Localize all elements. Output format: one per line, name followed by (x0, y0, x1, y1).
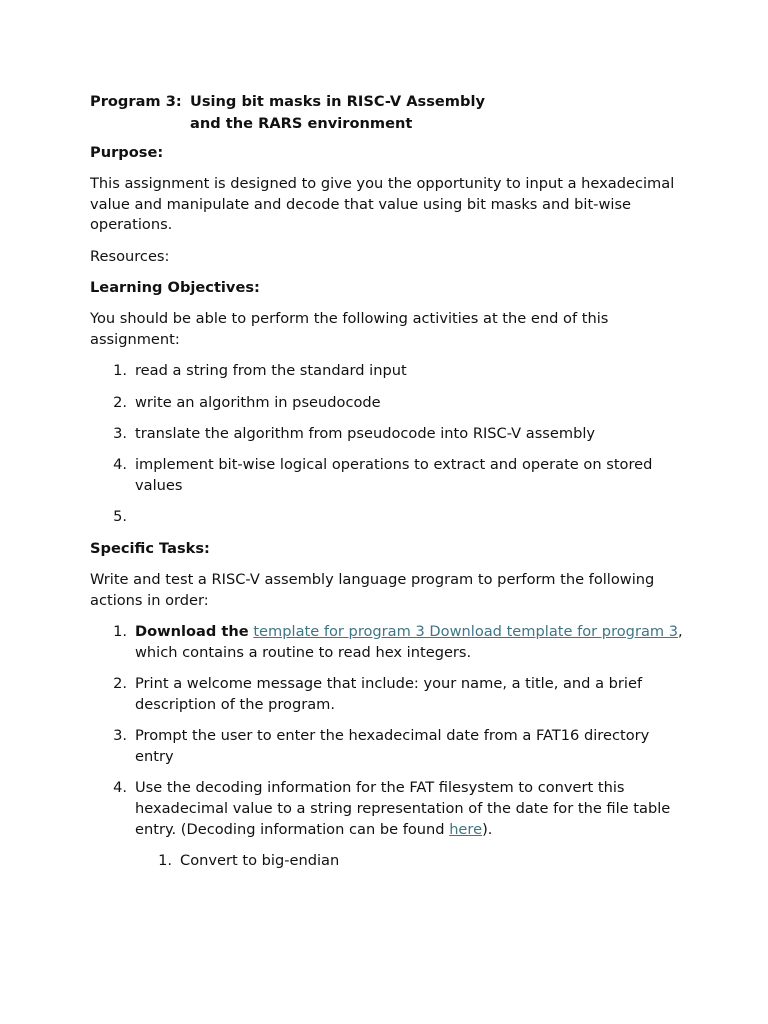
list-item (135, 851, 690, 872)
list-item (90, 726, 690, 768)
list-item (90, 622, 690, 664)
resources-label: Resources: (90, 247, 170, 265)
objectives-list (90, 361, 690, 528)
list-item-text (135, 622, 690, 664)
objectives-heading: Learning Objectives: (90, 278, 260, 296)
page-title (90, 91, 690, 134)
title-main (190, 91, 690, 134)
list-item (90, 674, 690, 716)
tasks-intro: Write and test a RISC-V assembly language program to perform the following actions in order: (90, 570, 655, 609)
tasks-list (90, 622, 690, 841)
list-item-text: Convert to big-endian (180, 852, 340, 870)
decoding-info-link[interactable]: here (449, 820, 483, 838)
purpose-heading: Purpose: (90, 143, 164, 161)
list-item (90, 455, 690, 497)
list-item-text (135, 507, 690, 528)
list-item (90, 507, 690, 528)
list-number: 1. (113, 623, 127, 641)
title-prefix: Program 3: (90, 93, 182, 110)
task-4-text: Use the decoding information for the FAT filesystem to convert this hexadecimal value to a string representation of the date for the file table entry. (Decoding information can be found (135, 779, 671, 838)
list-item (90, 424, 690, 445)
tasks-heading: Specific Tasks: (90, 539, 210, 557)
list-item-text (135, 778, 690, 840)
task-4-after: ). (482, 820, 493, 838)
list-number: 5. (113, 508, 127, 526)
title-line-2: and the RARS environment (190, 114, 413, 132)
list-item-text: implement bit-wise logical operations to extract and operate on stored values (135, 456, 653, 495)
list-item-text: translate the algorithm from pseudocode into RISC-V assembly (135, 424, 596, 442)
objectives-intro: You should be able to perform the following activities at the end of this assignment: (90, 310, 609, 349)
title-line-1: Using bit masks in RISC-V Assembly (190, 93, 485, 110)
subtasks-list (135, 851, 690, 872)
purpose-text: This assignment is designed to give you the opportunity to input a hexadecimal value and manipulate and decode that value using bit masks and bit-wise operations. (90, 174, 675, 234)
list-item-text: Prompt the user to enter the hexadecimal date from a FAT16 directory entry (135, 727, 650, 766)
document-body (90, 91, 690, 872)
list-item (90, 778, 690, 840)
task-1-rest: , which contains a routine to read hex integers. (135, 623, 683, 661)
list-number: 2. (113, 675, 127, 693)
list-number: 4. (113, 456, 127, 474)
list-number: 3. (113, 424, 127, 442)
list-item-text: write an algorithm in pseudocode (135, 393, 381, 411)
list-item (90, 361, 690, 382)
list-number: 1. (113, 362, 127, 380)
list-item-text: Print a welcome message that include: your name, a title, and a brief description of the program. (135, 675, 643, 713)
list-number: 1. (158, 852, 172, 870)
template-download-link[interactable]: template for program 3 Download template for program 3 (253, 623, 679, 641)
list-number: 3. (113, 727, 127, 745)
list-number: 4. (113, 779, 127, 797)
download-label: Download the (135, 623, 249, 641)
list-number: 2. (113, 393, 127, 411)
list-item-text: read a string from the standard input (135, 362, 407, 380)
list-item (90, 393, 690, 414)
